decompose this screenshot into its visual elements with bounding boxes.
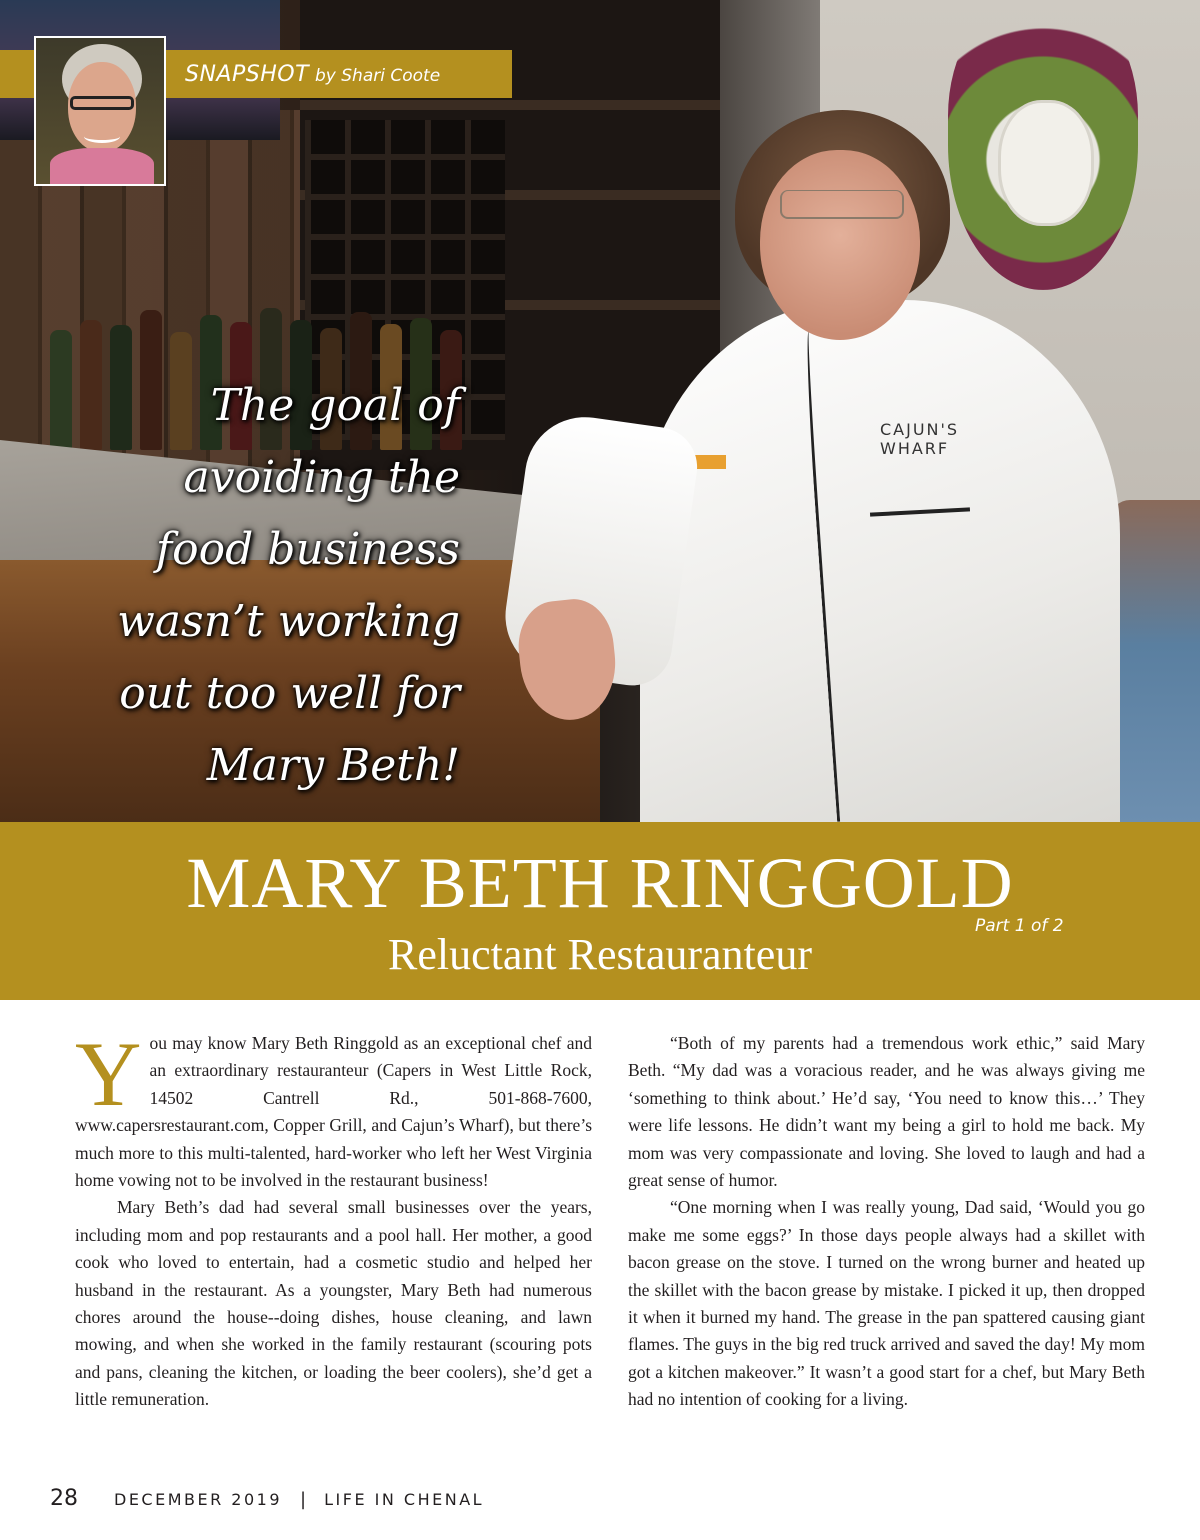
paragraph-text: ou may know Mary Beth Ringgold as an exceptional chef and an extraordinary restauranteur (Capers in West Little Rock, 14502 Cantrell Rd., 501-868-7600, www.capersrestaurant.com, Copper Grill, and Cajun’s Wharf), but there’s much more to this multi-talented, hard-worker who left her West Virginia home vowing not to be involved in the restaurant business! bbox=[75, 1033, 592, 1191]
paragraph: Mary Beth’s dad had several small businesses over the years, including mom and pop restaurants and a pool hall. Her mother, a good cook who loved to entertain, had a cosmetic studio and helped her husband in the restaurant. As a youngster, Mary Beth had numerous chores around the house--doing dishes, house cleaning, and lawn mowing, and when she worked in the family restaurant (scouring pots and pans, cleaning the kitchen, or loading the beer coolers), she’d get a little remuneration. bbox=[75, 1197, 592, 1410]
page-footer bbox=[50, 1486, 484, 1512]
section-name: SNAPSHOT bbox=[185, 62, 310, 87]
article-subtitle: Reluctant Restauranteur bbox=[388, 930, 812, 979]
face bbox=[760, 150, 920, 340]
footer-separator: | bbox=[300, 1489, 307, 1510]
paragraph: “Both of my parents had a tremendous work ethic,” said Mary Beth. “My dad was a voracious reader, and he was always giving me ‘something to think about.’ He’d say, ‘You need to know this…’ They were life lessons. He didn’t want my being a girl to hold me back. My mom was very compassionate and loving. She loved to laugh and had a great sense of humor. bbox=[628, 1033, 1145, 1191]
author-avatar bbox=[34, 36, 166, 186]
chair bbox=[1110, 500, 1200, 822]
byline: by Shari Coote bbox=[315, 66, 441, 86]
avatar-smile bbox=[84, 130, 120, 143]
snapshot-label bbox=[185, 55, 440, 95]
plaque-face bbox=[998, 100, 1094, 226]
issue-date: DECEMBER 2019 bbox=[114, 1490, 283, 1509]
article-column-right bbox=[628, 1030, 1145, 1414]
avatar-glasses bbox=[70, 96, 134, 110]
pull-quote: The goal of avoiding the food business wasn’t working out too well for Mary Beth! bbox=[117, 380, 460, 791]
drop-cap: Y bbox=[75, 1023, 142, 1125]
part-label: Part 1 of 2 bbox=[975, 916, 1064, 936]
article-title: MARY BETH RINGGOLD bbox=[186, 843, 1014, 923]
page-number: 28 bbox=[50, 1486, 78, 1511]
coat-logo: CAJUN'S WHARF bbox=[880, 420, 960, 458]
publication-name: LIFE IN CHENAL bbox=[324, 1490, 485, 1509]
chef-coat bbox=[640, 300, 1120, 822]
avatar-shirt bbox=[50, 148, 154, 186]
glasses bbox=[780, 190, 904, 219]
paragraph bbox=[75, 1023, 592, 1194]
article-column-left bbox=[75, 1023, 592, 1414]
paragraph: “One morning when I was really young, Dad said, ‘Would you go make me some eggs?’ In those days people always had a skillet with bacon grease on the stove. I turned on the wrong burner and heated up the skillet with the bacon grease by mistake. I picked it up, then dropped it when it burned my hand. The grease in the pan spattered causing giant flames. The guys in the big red truck arrived and saved the day! My mom got a kitchen makeover.” It wasn’t a good start for a chef, but Mary Beth had no intention of cooking for a living. bbox=[628, 1197, 1145, 1410]
shelf-board bbox=[300, 100, 720, 110]
